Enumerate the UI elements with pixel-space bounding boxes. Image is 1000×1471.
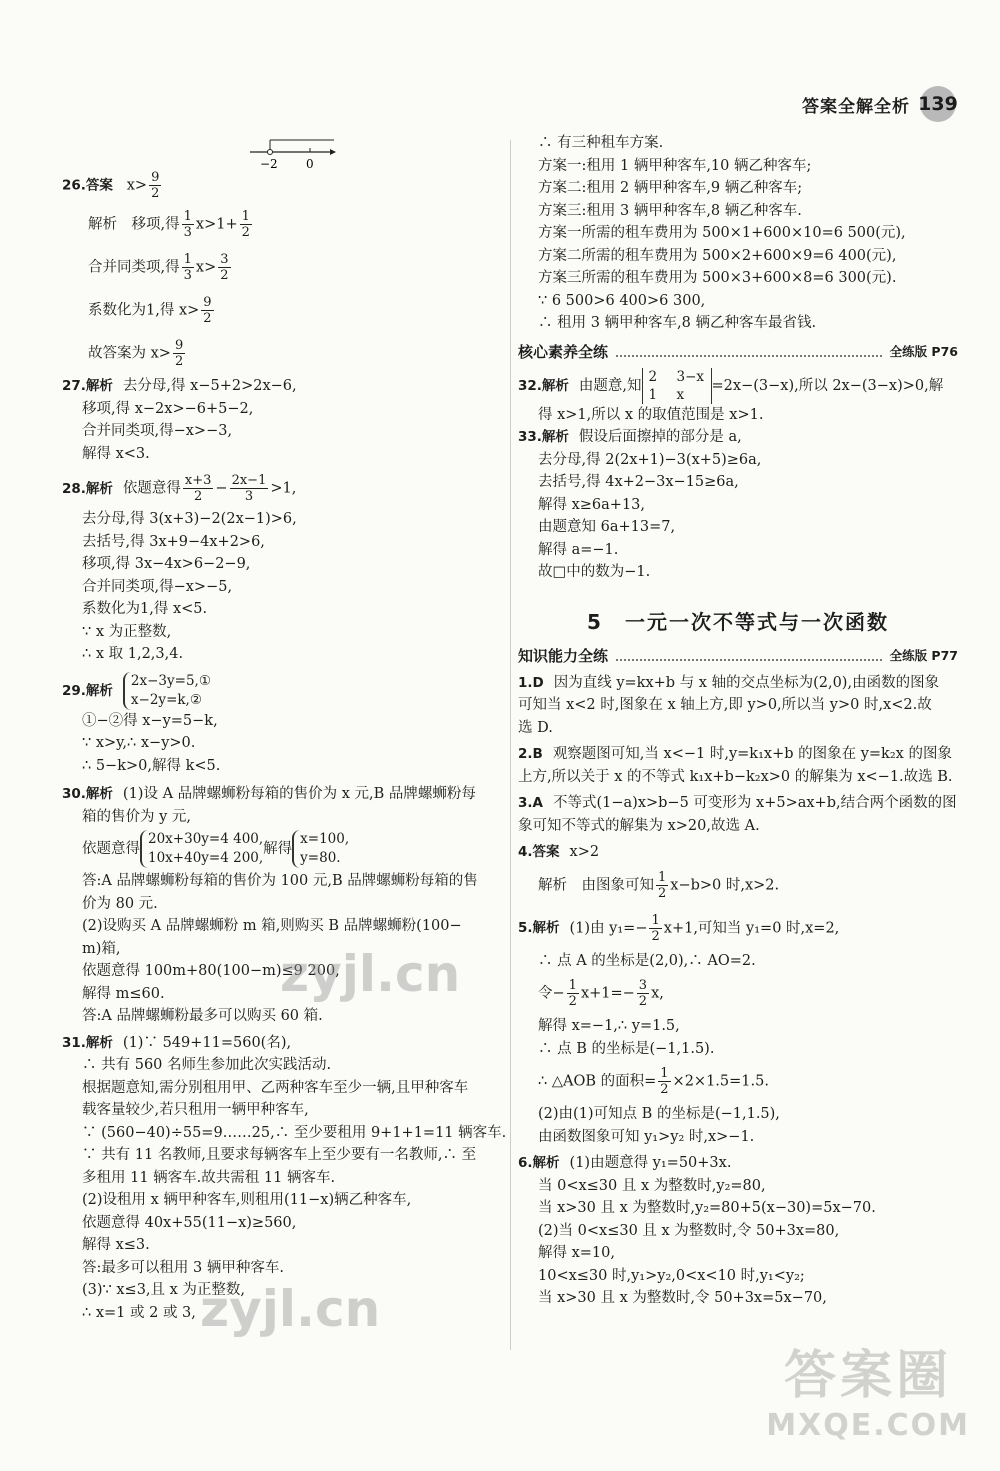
q31: 31.解析 (1)∵ 549+11=560(名), bbox=[62, 1034, 292, 1051]
q4: 4.答案 x>2 bbox=[518, 844, 600, 860]
determinant: 2 3−x 1 x bbox=[642, 368, 712, 404]
watermark-low: zyjl.cn bbox=[200, 1280, 381, 1338]
right-column: ∴ 有三种租车方案. 方案一:租用 1 辆甲种客车,10 辆乙种客车; 方案二:租用 2 辆甲种客车,9 辆乙种客车; 方案三:租用 3 辆甲种客车,8 辆乙种客车. 方案一所需的租车费用为 500×1+600×10=6 500(元), 方案二所需的租车费用为 500×2+600×9=6 400(元), 方案三所需的租车费用为 500×3+600×8=6 300(元). ∵ 6 500>6 400>6 300, ∴ 租用 3 辆甲种客车,8 辆乙种客车最省钱. 核心素养全练 全练版 P76 32.解析 由题意,知2 3−x 1 x=2x−(3−x),所以 2x−(3−x)>0,解 得 x>1,所以 x 的取值范围是 x>1. 33.解析 假设后面擦掉的部分是 a, 去分母,得 2(2x+1)−3(x+5)≥6a, 去括号,得 4x+2−3x−15≥6a, 解得 x≥6a+13, 由题意知 6a+13=7, 解得 a=−1. 故□中的数为−1. 5 一元一次不等式与一次函数 知识能力全练 全练版 P77 1.D 因为直线 y=kx+b 与 x 轴的交点坐标为(2,0),由函数的图象 可知当 x<2 时,图象在 x 轴上方,即 y>0,所以当 y>0 时,x<2.故 选 D. 2.B 观察题图可知,当 x<−1 时,y=k₁x+b 的图象在 y=k₂x 的图象 上方,所以关于 x 的不等式 k₁x+b−k₂x>0 的解集为 x<−1.故选 B. 3.A 不等式(1−a)x>b−5 可变形为 x+5>ax+b,结合两个函数的图 象可知不等式的解集为 x>20,故选 A. 4.答案 x>2 解析 由图象可知 $\frac{1}{2}$ x−b>0 时,x>2. 5.解析 (1)由 y₁=− $\frac{1}{2}$ x+1,可知当 y₁=0 时,x=2, ∴ 点 A 的坐标是(2,0),∴ AO=2. 令− $\frac{1}{2}$ x+1=− $\frac{3}{2}$ x, 解得 x=−1,∴ y=1.5, ∴ 点 B 的坐标是(−1,1.5). ∴ △AOB 的面积= $\frac{1}{2}$ ×2×1.5=1.5. (2)由(1)可知点 B 的坐标是(−1,1.5), 由函数图象可知 y₁>y₂ 时,x>−1. 6.解析 (1)由题意得 y₁=50+3x. 当 0<x≤30 且 x 为整数时,y₂=80, 当 x>30 且 x 为整数时,y₂=80+5(x−30)=5x−70. (2)当 0<x≤30 且 x 为整数时,令 50+3x=80, 解得 x=10, 10<x≤30 时,y₁>y₂,0<x<10 时,y₁<y₂; 当 x>30 且 x 为整数时,令 50+3x=5x−70, bbox=[518, 132, 958, 1310]
rental-plan-line: ∴ 有三种租车方案. bbox=[538, 135, 664, 151]
rental-plan-line: ∵ 6 500>6 400>6 300, bbox=[538, 292, 706, 309]
numline-b: 0 bbox=[306, 157, 314, 170]
q2: 2.B 观察题图可知,当 x<−1 时,y=k₁x+b 的图象在 y=k₂x 的图象 bbox=[518, 746, 952, 762]
q29: 29.解析2x−3y=5,① x−2y=k,② bbox=[62, 672, 211, 708]
watermark-logo: 答案圈 MXQE.COM bbox=[766, 1346, 970, 1443]
section-core-literacy: 核心素养全练 全练版 P76 bbox=[518, 342, 958, 361]
rental-plan-line: 方案一所需的租车费用为 500×1+600×10=6 500(元), bbox=[538, 225, 906, 241]
section-knowledge-ability: 知识能力全练 全练版 P77 bbox=[518, 646, 958, 665]
q5: 5.解析 (1)由 y₁=− $\frac{1}{2}$ x+1,可知当 y₁=0 时,x=2, bbox=[518, 912, 840, 944]
q32: 32.解析 由题意,知2 3−x 1 x=2x−(3−x),所以 2x−(3−x)>0,解 bbox=[518, 368, 944, 403]
rental-plan-line: ∴ 租用 3 辆甲种客车,8 辆乙种客车最省钱. bbox=[538, 315, 817, 331]
numline-a: −2 bbox=[260, 157, 278, 170]
q27: 27.解析 去分母,得 x−5+2>2x−6, bbox=[62, 378, 297, 394]
q30: 30.解析 (1)设 A 品牌螺蛳粉每箱的售价为 x 元,B 品牌螺蛳粉每 bbox=[62, 786, 476, 802]
q1: 1.D 因为直线 y=kx+b 与 x 轴的交点坐标为(2,0),由函数的图象 bbox=[518, 674, 940, 691]
watermark-mid: zyjl.cn bbox=[280, 945, 461, 1003]
q33: 33.解析 假设后面擦掉的部分是 a, bbox=[518, 429, 742, 445]
column-divider bbox=[510, 140, 511, 1350]
header-title: 答案全解全析 bbox=[802, 96, 910, 117]
rental-plan-line: 方案一:租用 1 辆甲种客车,10 辆乙种客车; bbox=[538, 157, 812, 174]
left-column: −2 0 26.答案 x> $\frac{9}{2}$ 解析 移项,得 $\frac{1}{3}$ x>1+ $\frac{1}{2}$ 合并同类项,得 $\frac{1}{3}$ x> $\frac{3}{2}$ 系数化为1,得 x> $\frac{9}{2}$ 故答案为 x> $\frac{9}{2}$ 27.解析 去分母,得 x−5+2>2x−6, 移项,得 x−2x>−6+5−2, 合并同类项,得−x>−3, 解得 x<3. 28.解析 依题意得 $\frac{x+3}{2}$ − $\frac{2x-1}{3}$ >1, 去分母,得 3(x+3)−2(2x−1)>6, 去括号,得 3x+9−4x+2>6, 移项,得 3x−4x>6−2−9, 合并同类项,得−x>−5, 系数化为1,得 x<5. ∵ x 为正整数, ∴ x 取 1,2,3,4. 29.解析2x−3y=5,① x−2y=k,② ①−②得 x−y=5−k, ∵ x>y,∴ x−y>0. ∴ 5−k>0,解得 k<5. 30.解析 (1)设 A 品牌螺蛳粉每箱的售价为 x 元,B 品牌螺蛳粉每 箱的售价为 y 元, 依题意得20x+30y=4 400, 10x+40y=4 200,解得x=100, y=80. 答:A 品牌螺蛳粉每箱的售价为 100 元,B 品牌螺蛳粉每箱的售 价为 80 元. (2)设购买 A 品牌螺蛳粉 m 箱,则购买 B 品牌螺蛳粉(100− m)箱, 依题意得 100m+80(100−m)≤9 200, 解得 m≤60. 答:A 品牌螺蛳粉最多可以购买 60 箱. 31.解析 (1)∵ 549+11=560(名), ∴ 共有 560 名师生参加此次实践活动. 根据题意知,需分别租用甲、乙两种客车至少一辆,且甲种客车 载客量较少,若只租用一辆甲种客车, ∵ (560−40)÷55=9……25,∴ 至少要租用 9+1+1=11 辆客车. ∵ 共有 11 名教师,且要求每辆客车上至少要有一名教师,∴ 至 多租用 11 辆客车.故共需租 11 辆客车. (2)设租用 x 辆甲种客车,则租用(11−x)辆乙种客车, 依题意得 40x+55(11−x)≥560, 解得 x≤3. 答:最多可以租用 3 辆甲种客车. (3)∵ x≤3,且 x 为正整数, ∴ x=1 或 2 或 3, bbox=[62, 130, 510, 1324]
rental-plan-line: 方案三:租用 3 辆甲种客车,8 辆乙种客车. bbox=[538, 202, 802, 219]
q26: 26.答案 x> $\frac{9}{2}$ bbox=[62, 170, 160, 201]
page-number: 139 bbox=[920, 86, 956, 122]
rental-plan-line: 方案三所需的租车费用为 500×3+600×8=6 300(元). bbox=[538, 270, 897, 286]
rental-plan-list bbox=[518, 132, 958, 335]
number-line bbox=[242, 130, 362, 170]
q3: 3.A 不等式(1−a)x>b−5 可变形为 x+5>ax+b,结合两个函数的图 bbox=[518, 795, 957, 811]
q28: 28.解析 依题意得 $\frac{x+3}{2}$ − $\frac{2x-1}{3}$ >1, bbox=[62, 473, 297, 504]
chapter-title: 5 一元一次不等式与一次函数 bbox=[587, 609, 889, 634]
q6: 6.解析 (1)由题意得 y₁=50+3x. bbox=[518, 1155, 732, 1171]
rental-plan-line: 方案二所需的租车费用为 500×2+600×9=6 400(元), bbox=[538, 247, 897, 264]
page-header bbox=[802, 86, 956, 122]
rental-plan-line: 方案二:租用 2 辆甲种客车,9 辆乙种客车; bbox=[538, 180, 803, 196]
